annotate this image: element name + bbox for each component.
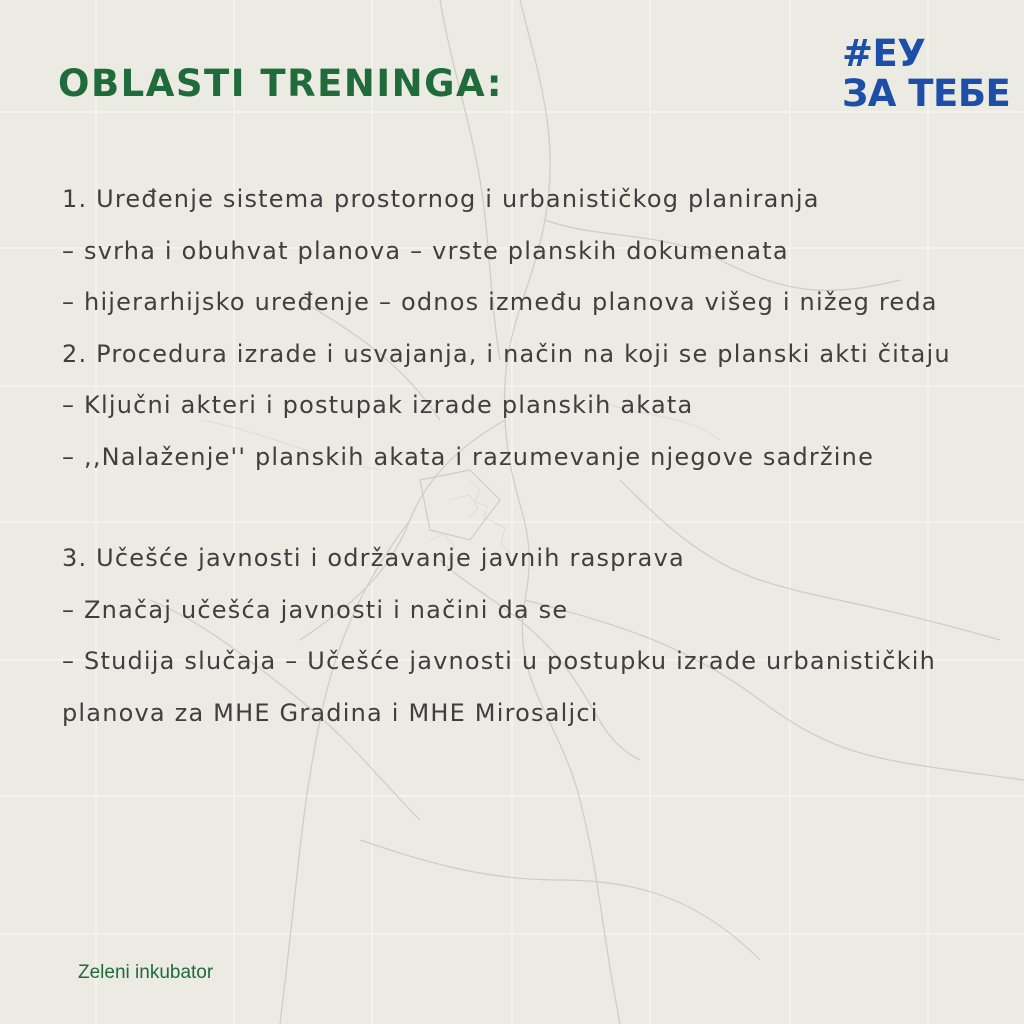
section-1-item-2: – hijerarhijsko uređenje – odnos između planova višeg i nižeg reda [62, 288, 938, 316]
logo-line-2: ЗА ТЕБЕ [842, 72, 1011, 115]
section-2-heading: 2. Procedura izrade i usvajanja, i način na koji se planski akti čitaju [62, 339, 951, 368]
training-areas-list [62, 174, 997, 739]
page-title: OBLASTI TRENINGA: [58, 62, 504, 105]
section-3-item-2: – Studija slučaja – Učešće javnosti u postupku izrade urbanističkih planova za MHE Gradina i MHE Mirosaljci [62, 647, 937, 727]
section-3 [62, 533, 997, 739]
section-3-item-1: – Značaj učešća javnosti i načini da se [62, 595, 569, 624]
eu-logo [842, 32, 1011, 115]
section-3-heading: 3. Učešće javnosti i održavanje javnih rasprava [62, 544, 685, 572]
logo-line-1: #ЕУ [842, 32, 926, 75]
section-1-heading: 1. Uređenje sistema prostornog i urbanističkog planiranja [62, 185, 820, 213]
section-2-item-1: – Ključni akteri i postupak izrade planskih akata [62, 391, 694, 419]
footer-organization: Zeleni inkubator [78, 962, 214, 983]
section-1-item-1: – svrha i obuhvat planova – vrste planskih dokumenata [62, 236, 789, 265]
section-1 [62, 174, 997, 329]
section-2-item-2: – ,,Nalaženje'' planskih akata i razumevanje njegove sadržine [62, 442, 875, 471]
section-2 [62, 329, 997, 484]
